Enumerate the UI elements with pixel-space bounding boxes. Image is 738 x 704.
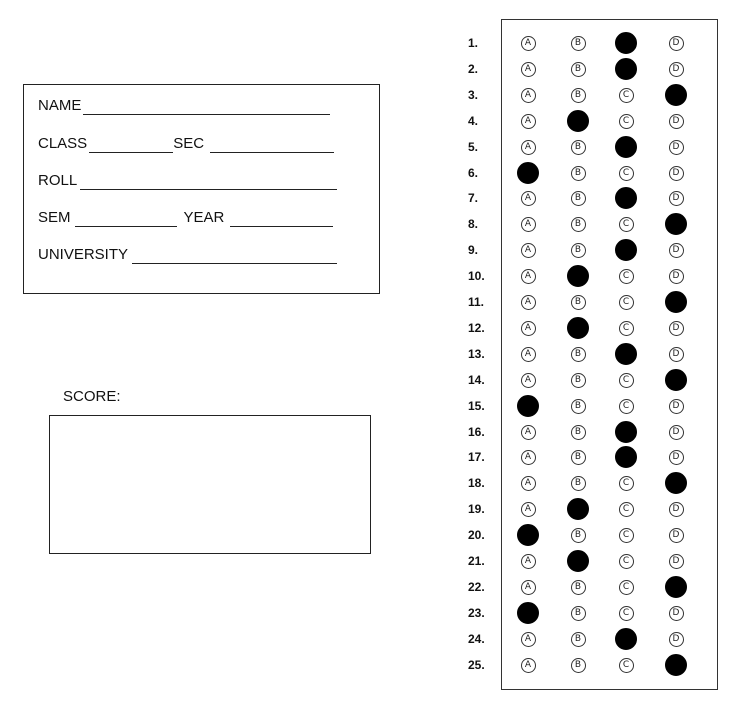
question-row	[0, 342, 738, 366]
answer-bubble-b[interactable]: B	[571, 450, 586, 465]
answer-bubble-a[interactable]: A	[521, 217, 536, 232]
question-row	[0, 394, 738, 418]
answer-bubble-d[interactable]: D	[669, 347, 684, 362]
question-number: 16.	[468, 424, 485, 439]
answer-bubble-a[interactable]: A	[521, 580, 536, 595]
question-number: 19.	[468, 502, 485, 517]
question-row	[0, 161, 738, 185]
answer-bubble-b[interactable]: B	[571, 88, 586, 103]
answer-bubble-a[interactable]: A	[521, 114, 536, 129]
answer-bubble-c-filled[interactable]	[615, 628, 637, 650]
question-row	[0, 471, 738, 495]
answer-bubble-b[interactable]: B	[571, 140, 586, 155]
question-row	[0, 238, 738, 262]
name-label: NAME	[38, 97, 82, 114]
question-row	[0, 420, 738, 444]
question-number: 8.	[468, 217, 479, 232]
answer-bubble-d-filled[interactable]	[665, 654, 687, 676]
answer-bubble-a[interactable]: A	[521, 347, 536, 362]
answer-bubble-a[interactable]: A	[521, 658, 536, 673]
answer-bubble-a[interactable]: A	[521, 140, 536, 155]
answer-bubble-d[interactable]: D	[669, 140, 684, 155]
answer-bubble-a[interactable]: A	[521, 476, 536, 491]
answer-bubble-c[interactable]: C	[619, 502, 634, 517]
answer-bubble-a-filled[interactable]	[517, 524, 539, 546]
question-number: 5.	[468, 139, 479, 154]
answer-bubble-a[interactable]: A	[521, 425, 536, 440]
answer-bubble-d[interactable]: D	[669, 528, 684, 543]
answer-bubble-c-filled[interactable]	[615, 136, 637, 158]
answer-bubble-d[interactable]: D	[669, 62, 684, 77]
question-row	[0, 368, 738, 392]
answer-bubble-d-filled[interactable]	[665, 213, 687, 235]
answer-bubble-b[interactable]: B	[571, 295, 586, 310]
answer-bubble-b[interactable]: B	[571, 62, 586, 77]
question-row	[0, 83, 738, 107]
answer-bubble-d-filled[interactable]	[665, 369, 687, 391]
answer-bubble-d[interactable]: D	[669, 269, 684, 284]
answer-bubble-a[interactable]: A	[521, 321, 536, 336]
answer-bubble-c[interactable]: C	[619, 114, 634, 129]
question-number: 24.	[468, 631, 485, 646]
answer-bubble-d-filled[interactable]	[665, 576, 687, 598]
answer-bubble-b[interactable]: B	[571, 36, 586, 51]
answer-bubble-b-filled[interactable]	[567, 317, 589, 339]
question-row	[0, 109, 738, 133]
question-row	[0, 31, 738, 55]
answer-bubble-b[interactable]: B	[571, 632, 586, 647]
answer-bubble-c[interactable]: C	[619, 321, 634, 336]
answer-bubble-b-filled[interactable]	[567, 498, 589, 520]
answer-bubble-b[interactable]: B	[571, 476, 586, 491]
question-row	[0, 445, 738, 469]
answer-bubble-c[interactable]: C	[619, 399, 634, 414]
answer-bubble-b[interactable]: B	[571, 191, 586, 206]
question-number: 9.	[468, 243, 479, 258]
answer-bubble-a[interactable]: A	[521, 36, 536, 51]
answer-bubble-a[interactable]: A	[521, 554, 536, 569]
answer-bubble-c[interactable]: C	[619, 217, 634, 232]
answer-bubble-c-filled[interactable]	[615, 239, 637, 261]
answer-bubble-b[interactable]: B	[571, 606, 586, 621]
answer-bubble-d-filled[interactable]	[665, 84, 687, 106]
question-number: 17.	[468, 450, 485, 465]
answer-bubble-b-filled[interactable]	[567, 550, 589, 572]
question-row	[0, 523, 738, 547]
answer-bubble-a[interactable]: A	[521, 295, 536, 310]
answer-bubble-b[interactable]: B	[571, 528, 586, 543]
answer-bubble-b[interactable]: B	[571, 425, 586, 440]
question-number: 4.	[468, 113, 479, 128]
answer-bubble-c-filled[interactable]	[615, 58, 637, 80]
answer-bubble-a-filled[interactable]	[517, 162, 539, 184]
question-row	[0, 135, 738, 159]
answer-bubble-a-filled[interactable]	[517, 395, 539, 417]
answer-bubble-c[interactable]: C	[619, 658, 634, 673]
answer-bubble-d[interactable]: D	[669, 321, 684, 336]
question-number: 6.	[468, 165, 479, 180]
answer-bubble-b[interactable]: B	[571, 399, 586, 414]
answer-bubble-b-filled[interactable]	[567, 110, 589, 132]
answer-bubble-b[interactable]: B	[571, 373, 586, 388]
answer-bubble-c-filled[interactable]	[615, 343, 637, 365]
question-row	[0, 575, 738, 599]
answer-bubble-d[interactable]: D	[669, 425, 684, 440]
question-number: 11.	[468, 295, 485, 309]
answer-bubble-c[interactable]: C	[619, 580, 634, 595]
answer-bubble-c[interactable]: C	[619, 88, 634, 103]
answer-bubble-d[interactable]: D	[669, 399, 684, 414]
answer-bubble-a[interactable]: A	[521, 191, 536, 206]
answer-bubble-d[interactable]: D	[669, 554, 684, 569]
answer-bubble-a[interactable]: A	[521, 373, 536, 388]
answer-bubble-c-filled[interactable]	[615, 32, 637, 54]
answer-bubble-a[interactable]: A	[521, 450, 536, 465]
answer-bubble-b[interactable]: B	[571, 243, 586, 258]
question-number: 7.	[468, 191, 479, 206]
answer-bubble-c[interactable]: C	[619, 476, 634, 491]
answer-bubble-a[interactable]: A	[521, 88, 536, 103]
answer-bubble-b[interactable]: B	[571, 580, 586, 595]
answer-bubble-d-filled[interactable]	[665, 291, 687, 313]
university-label: UNIVERSITY	[38, 246, 129, 263]
question-number: 10.	[468, 269, 485, 284]
answer-bubble-d[interactable]: D	[669, 450, 684, 465]
answer-bubble-b[interactable]: B	[571, 658, 586, 673]
class-label: CLASS	[38, 135, 88, 152]
roll-label: ROLL	[38, 172, 78, 189]
question-number: 13.	[468, 346, 485, 361]
answer-bubble-c[interactable]: C	[619, 166, 634, 181]
question-row	[0, 290, 738, 314]
question-number: 21.	[468, 554, 485, 568]
question-row	[0, 627, 738, 651]
sem-label: SEM	[38, 209, 71, 226]
question-row	[0, 57, 738, 81]
question-number: 18.	[468, 476, 485, 491]
question-row	[0, 497, 738, 521]
answer-bubble-c-filled[interactable]	[615, 421, 637, 443]
question-number: 15.	[468, 398, 485, 413]
answer-bubble-b[interactable]: B	[571, 347, 586, 362]
question-row	[0, 316, 738, 340]
question-row	[0, 601, 738, 625]
question-row	[0, 264, 738, 288]
question-row	[0, 212, 738, 236]
answer-bubble-c[interactable]: C	[619, 295, 634, 310]
answer-bubble-c[interactable]: C	[619, 269, 634, 284]
question-number: 20.	[468, 528, 485, 543]
answer-bubble-d[interactable]: D	[669, 243, 684, 258]
question-number: 3.	[468, 87, 479, 102]
answer-bubble-d[interactable]: D	[669, 191, 684, 206]
question-number: 23.	[468, 605, 485, 620]
answer-bubble-d[interactable]: D	[669, 502, 684, 517]
answer-bubble-d[interactable]: D	[669, 166, 684, 181]
answer-bubble-b[interactable]: B	[571, 217, 586, 232]
answer-bubble-a-filled[interactable]	[517, 602, 539, 624]
answer-bubble-d[interactable]: D	[669, 36, 684, 51]
answer-bubble-d[interactable]: D	[669, 114, 684, 129]
answer-bubble-c[interactable]: C	[619, 373, 634, 388]
answer-bubble-b[interactable]: B	[571, 166, 586, 181]
answer-bubble-d-filled[interactable]	[665, 472, 687, 494]
answer-bubble-c[interactable]: C	[619, 528, 634, 543]
answer-bubble-a[interactable]: A	[521, 502, 536, 517]
answer-bubble-a[interactable]: A	[521, 62, 536, 77]
answer-bubble-d[interactable]: D	[669, 606, 684, 621]
answer-bubble-a[interactable]: A	[521, 243, 536, 258]
question-number: 1.	[468, 36, 479, 50]
question-number: 14.	[468, 372, 485, 387]
question-number: 2.	[468, 61, 479, 76]
answer-bubble-b-filled[interactable]	[567, 265, 589, 287]
question-number: 22.	[468, 579, 485, 594]
answer-bubble-c-filled[interactable]	[615, 187, 637, 209]
answer-bubble-c[interactable]: C	[619, 606, 634, 621]
question-number: 12.	[468, 320, 485, 335]
question-row	[0, 186, 738, 210]
answer-bubble-c[interactable]: C	[619, 554, 634, 569]
score-label: SCORE:	[63, 388, 121, 405]
question-row	[0, 653, 738, 677]
question-row	[0, 549, 738, 573]
answer-bubble-c-filled[interactable]	[615, 446, 637, 468]
question-number: 25.	[468, 657, 485, 672]
answer-bubble-a[interactable]: A	[521, 269, 536, 284]
answer-bubble-a[interactable]: A	[521, 632, 536, 647]
answer-bubble-d[interactable]: D	[669, 632, 684, 647]
year-label: YEAR	[183, 209, 225, 226]
sec-label: SEC	[173, 135, 205, 152]
